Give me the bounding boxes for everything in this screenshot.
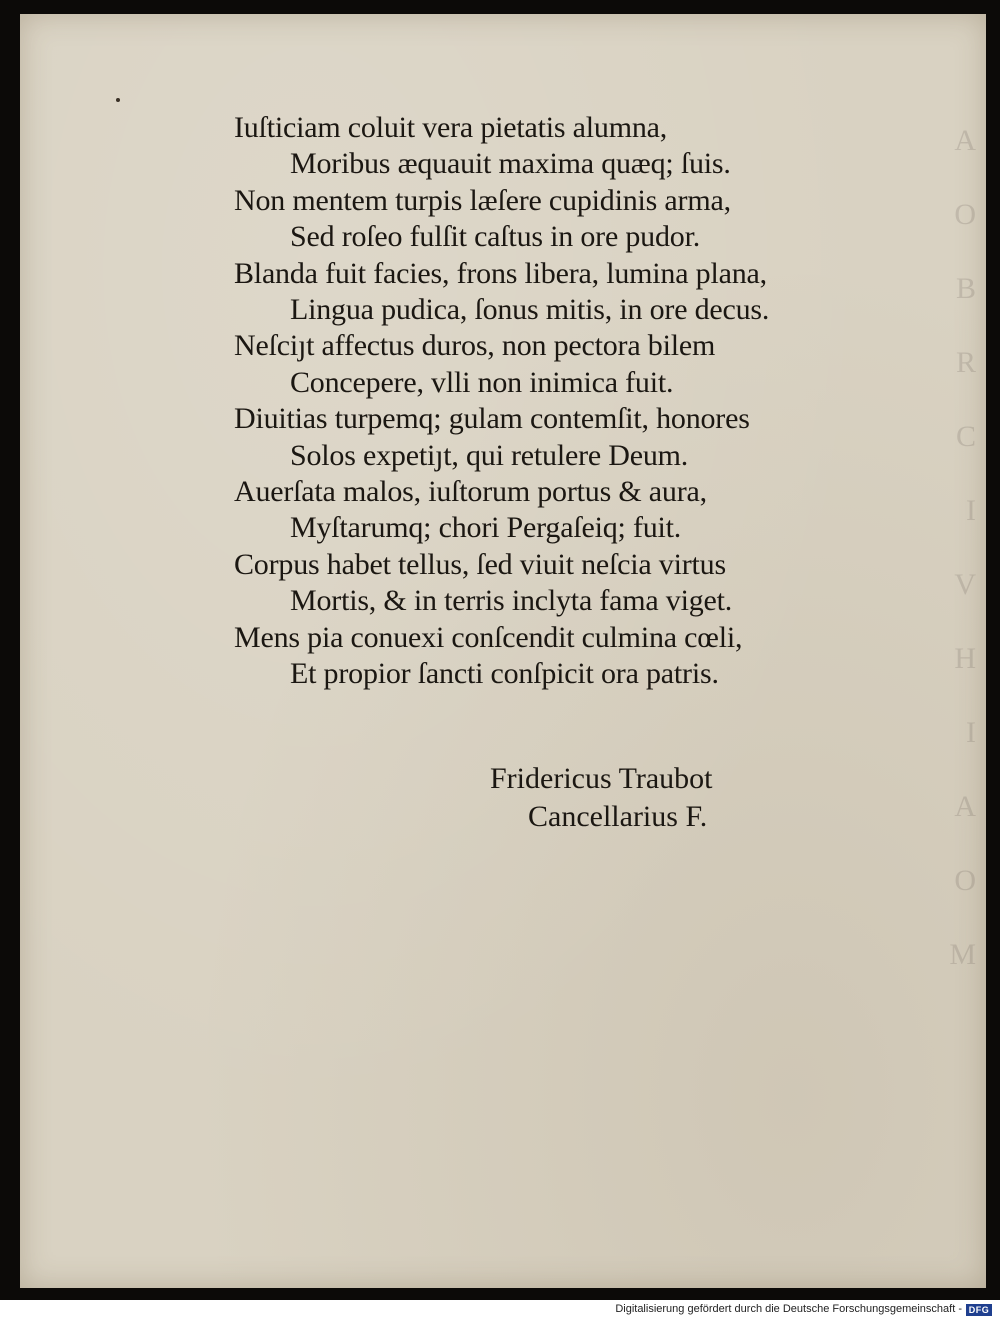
verse-line: Mens pia conuexi conſcendit culmina cœli, [234, 620, 743, 654]
verse-line: Lingua pudica, ſonus mitis, in ore decus. [290, 293, 770, 327]
verse-line: Iuſticiam coluit vera pietatis alumna, [234, 111, 668, 144]
verse-line: Solos expetiȷt, qui retulere Deum. [290, 438, 689, 472]
book-page [20, 14, 986, 1288]
verse-line: Blanda fuit facies, frons libera, lumina plana, [234, 256, 767, 290]
show-through-text: A O B R C I V H I A O M [949, 124, 976, 971]
footer-credit: Digitalisierung gefördert durch die Deutsche Forschungsgemeinschaft - [615, 1303, 962, 1315]
poem-text [234, 110, 914, 693]
verse-line: Non mentem turpis læſere cupidinis arma, [234, 183, 731, 217]
verse-line: Auerſata malos, iuſtorum portus & aura, [234, 475, 707, 509]
verse-line: Myſtarumq; chori Pergaſeiq; fuit. [290, 511, 682, 545]
verse-line: Et propior ſancti conſpicit ora patris. [290, 657, 719, 691]
signature-name: Fridericus Traubot [490, 762, 713, 795]
digitization-footer [0, 1300, 1000, 1320]
signature-title: Cancellarius F. [528, 800, 708, 833]
verse-line: Diuitias turpemq; gulam contemſit, honores [234, 402, 750, 436]
verse-line: Mortis, & in terris inclyta fama viget. [290, 584, 733, 618]
verse-line: Corpus habet tellus, ſed viuit neſcia virtus [234, 547, 726, 581]
verse-line: Concepere, vlli non inimica fuit. [290, 365, 674, 399]
verse-line: Sed roſeo fulſit caſtus in ore pudor. [290, 220, 701, 254]
verse-line: Moribus æquauit maxima quæq; ſuis. [290, 147, 731, 181]
ink-dot [116, 98, 120, 102]
verse-line: Neſciȷt affectus duros, non pectora bilem [234, 329, 716, 363]
signature-block [490, 760, 713, 836]
dfg-logo: DFG [966, 1304, 992, 1316]
